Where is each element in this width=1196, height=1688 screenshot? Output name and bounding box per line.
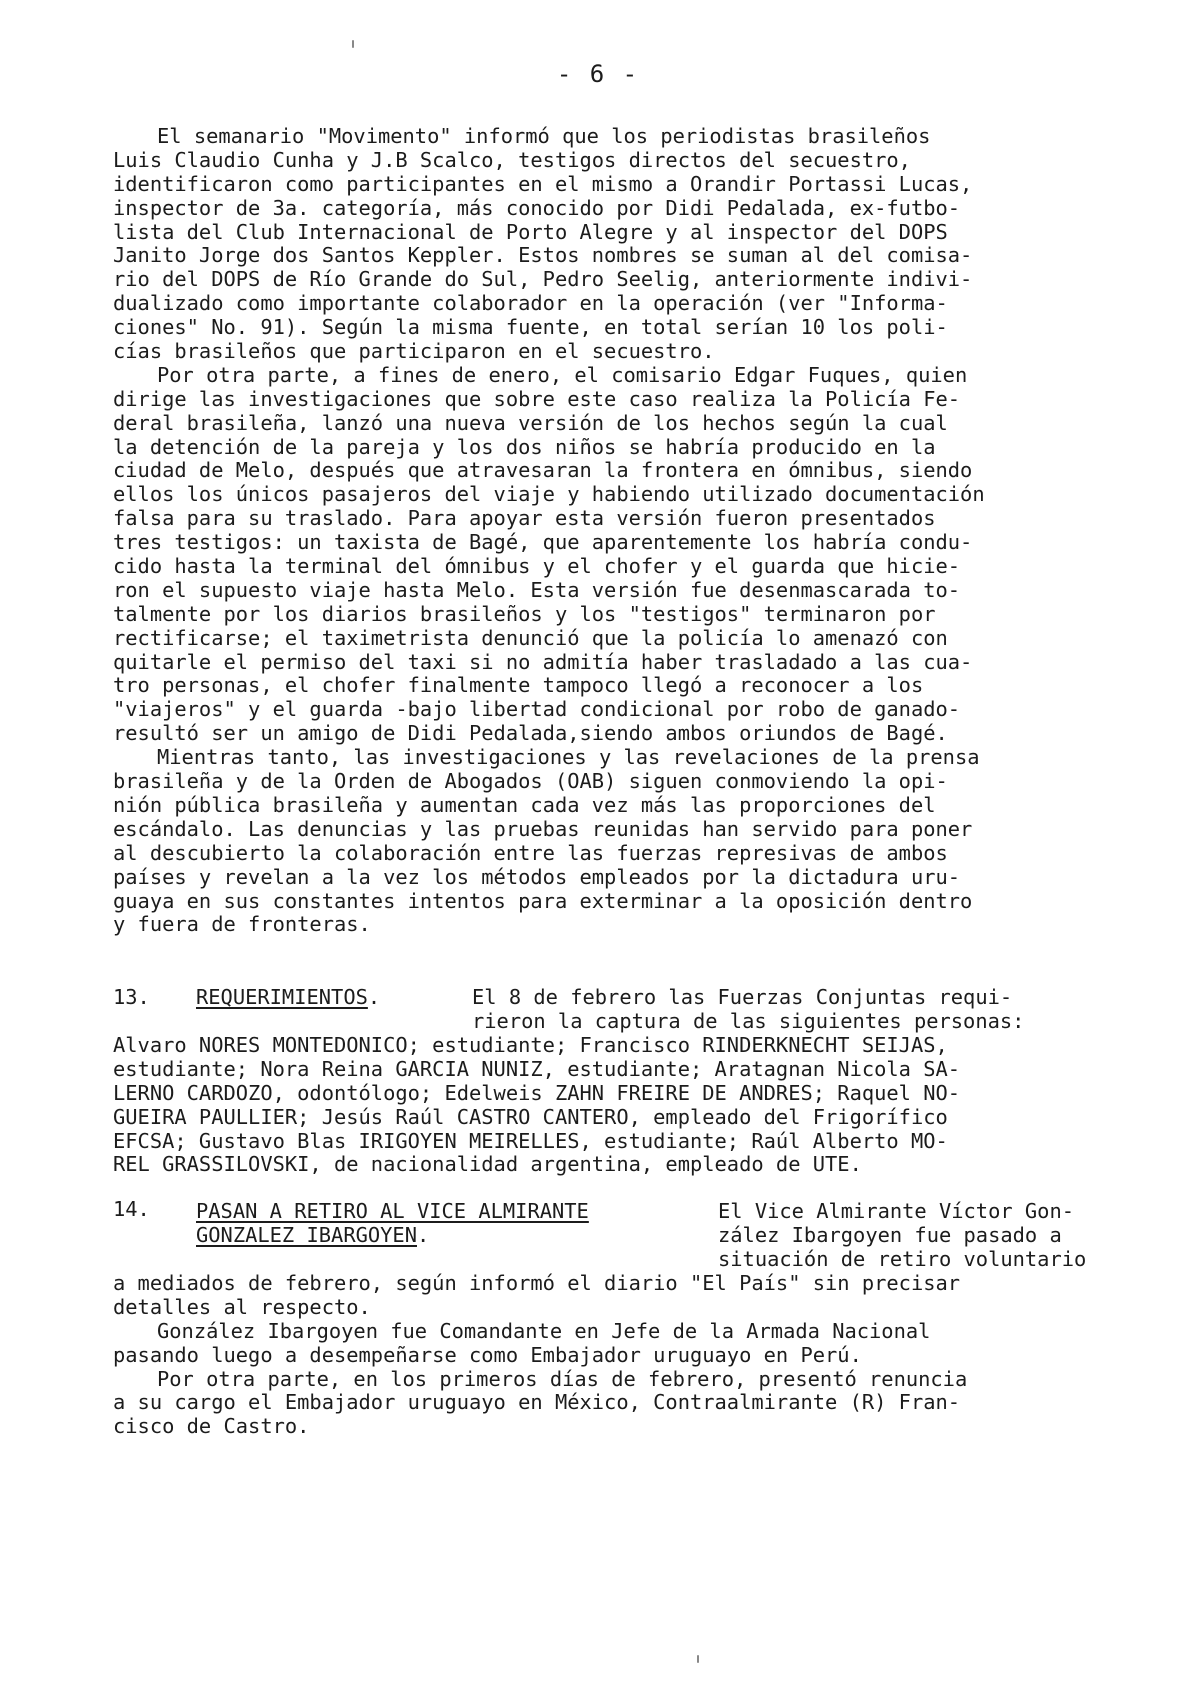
text-line: rieron la captura de las siguientes personas: [472,1008,1025,1033]
text-line: inspector de 3a. categoría, más conocido por Didi Pedalada, ex-futbo- [113,195,961,220]
section-13-title [196,986,380,1010]
text-line: Janito Jorge dos Santos Keppler. Estos nombres se suman al del comisa- [113,243,973,268]
section-number: 13. [113,985,150,1009]
title-period: . [416,1222,430,1247]
text-line: dirige las investigaciones que sobre este caso realiza la Policía Fe- [113,386,961,411]
text-line: cías brasileños que participaron en el secuestro. [113,339,715,364]
text-line: rectificarse; el taximetrista denunció que la policía lo amenazó con [113,625,948,650]
text-line: LERNO CARDOZO, odontólogo; Edelweis ZAHN FREIRE DE ANDRES; Raquel NO- [113,1080,961,1105]
text-line: al descubierto la colaboración entre las fuerzas represivas de ambos [113,840,948,865]
text-line: tres testigos: un taxista de Bagé, que aparentemente los habría condu- [113,530,973,555]
text-line: talmente por los diarios brasileños y los "testigos" terminaron por [113,601,936,626]
text-line: REL GRASSILOVSKI, de nacionalidad argentina, empleado de UTE. [113,1152,862,1177]
text-line: El semanario "Movimento" informó que los periodistas brasileños [157,124,931,148]
text-line: nión pública brasileña y aumentan cada vez más las proporciones del [113,792,936,817]
text-line: identificaron como participantes en el mismo a Orandir Portassi Lucas, [113,171,973,196]
text-line: falsa para su traslado. Para apoyar esta versión fueron presentados [113,506,936,531]
text-line: la detención de la pareja y los dos niños se habría producido en la [113,434,936,459]
text-line: deral brasileña, lanzó una nueva versión de los hechos según la cual [113,410,948,435]
text-line: El Vice Almirante Víctor Gon- [718,1199,1075,1223]
text-line: resultó ser un amigo de Didi Pedalada,siendo ambos oriundos de Bagé. [113,721,948,746]
section-13-head-text [472,986,1024,1034]
section-title-line: GONZALEZ IBARGOYEN [196,1222,417,1247]
text-line: situación de retiro voluntario [718,1246,1087,1271]
text-line: ellos los únicos pasajeros del viaje y habiendo utilizado documentación [113,482,985,507]
text-line: a su cargo el Embajador uruguayo en México, Contraalmirante (R) Fran- [113,1390,961,1415]
text-line: EFCSA; Gustavo Blas IRIGOYEN MEIRELLES, estudiante; Raúl Alberto MO- [113,1128,948,1153]
scan-speck [352,40,354,48]
text-line: Alvaro NORES MONTEDONICO; estudiante; Francisco RINDERKNECHT SEIJAS, [113,1033,948,1057]
text-line: Por otra parte, en los primeros días de febrero, presentó renuncia [157,1366,968,1391]
text-line: ciudad de Melo, después que atravesaran la frontera en ómnibus, siendo [113,458,973,483]
text-line: pasando luego a desempeñarse como Embajador uruguayo en Perú. [113,1342,862,1367]
text-line: El 8 de febrero las Fuerzas Conjuntas requi- [472,985,1013,1009]
text-line: quitarle el permiso del taxi si no admitía haber trasladado a las cua- [113,649,973,674]
text-line: escándalo. Las denuncias y las pruebas reunidas han servido para poner [113,816,973,841]
text-line: Por otra parte, a fines de enero, el comisario Edgar Fuques, quien [157,362,968,387]
text-line: zález Ibargoyen fue pasado a [718,1222,1062,1247]
section-14-number [113,1198,150,1222]
text-line: tro personas, el chofer finalmente tampoco llegó a reconocer a los [113,673,924,698]
title-period: . [367,985,381,1009]
text-line: países y revelan a la vez los métodos empleados por la dictadura uru- [113,864,961,889]
section-12-body [113,125,1123,937]
text-line: dualizado como importante colaborador en la operación (ver "Informa- [113,291,948,316]
section-14-head-text [718,1200,1086,1272]
text-line: González Ibargoyen fue Comandante en Jefe de la Armada Nacional [157,1318,931,1343]
page-number: - 6 - [556,60,640,88]
section-13-number [113,986,150,1010]
text-line: detalles al respecto. [113,1294,371,1319]
text-line: cisco de Castro. [113,1414,310,1439]
text-line: brasileña y de la Orden de Abogados (OAB) siguen conmoviendo la opi- [113,769,948,794]
section-14-title [196,1200,589,1248]
text-line: "viajeros" y el guarda -bajo libertad condicional por robo de ganado- [113,697,961,722]
text-line: ciones" No. 91). Según la misma fuente, en total serían 10 los poli- [113,315,948,340]
text-line: cido hasta la terminal del ómnibus y el chofer y el guarda que hicie- [113,554,961,579]
section-title: REQUERIMIENTOS [196,985,368,1009]
scan-speck [697,1655,699,1663]
text-line: lista del Club Internacional de Porto Alegre y al inspector del DOPS [113,219,948,244]
section-13-body [113,1034,1123,1177]
text-line: y fuera de fronteras. [113,912,371,937]
text-line: estudiante; Nora Reina GARCIA NUNIZ, estudiante; Aratagnan Nicola SA- [113,1056,961,1081]
text-line: a mediados de febrero, según informó el diario "El País" sin precisar [113,1271,961,1295]
section-number: 14. [113,1197,150,1221]
text-line: Mientras tanto, las investigaciones y las revelaciones de la prensa [157,745,980,770]
section-title-line: PASAN A RETIRO AL VICE ALMIRANTE [196,1199,589,1223]
text-line: rio del DOPS de Río Grande do Sul, Pedro Seelig, anteriormente indivi- [113,267,973,292]
text-line: GUEIRA PAULLIER; Jesús Raúl CASTRO CANTERO, empleado del Frigorífico [113,1104,948,1129]
section-14-body [113,1272,1123,1439]
text-line: guaya en sus constantes intentos para exterminar a la oposición dentro [113,888,973,913]
text-line: Luis Claudio Cunha y J.B Scalco, testigos directos del secuestro, [113,147,911,172]
text-line: ron el supuesto viaje hasta Melo. Esta versión fue desenmascarada to- [113,577,961,602]
